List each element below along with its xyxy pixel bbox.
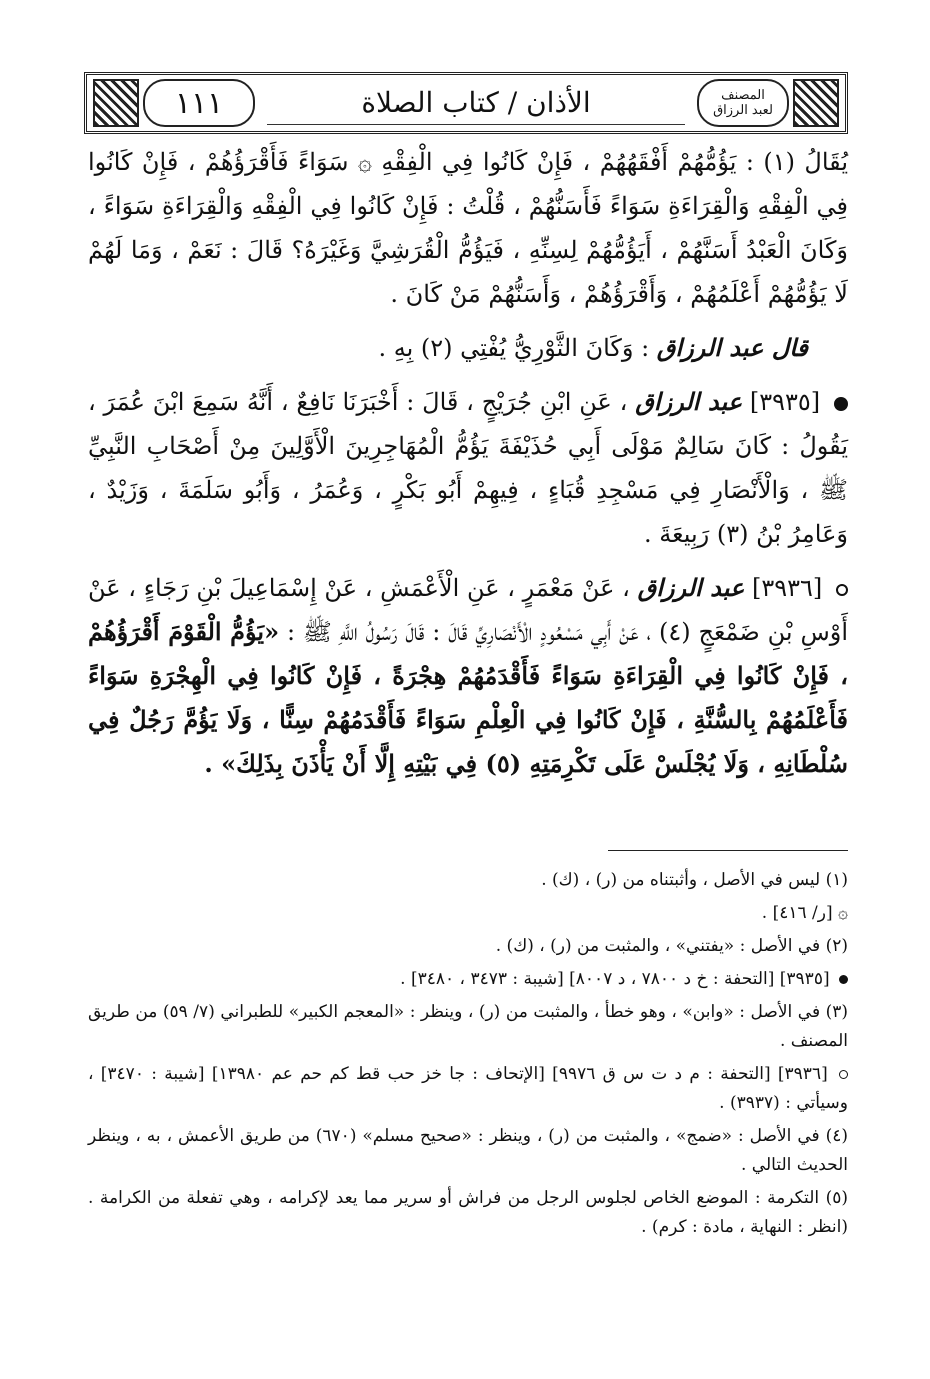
footnote-3935 — [88, 965, 848, 994]
footnote-3936-text: [٣٩٣٦] [التحفة : م د ت س ق ٩٩٧٦] [الإتحاف : جا خز حب قط كم حم عم ١٣٩٨٠] [شيبة : ٣٤٧٠] ، وسيأتي : (٣٩٣٧) . — [88, 1064, 848, 1113]
narrator-name: عبد الرزاق — [635, 387, 743, 416]
paragraph-1: يُقَالُ (١) : يَؤُمُّهُمْ أَفْقَهُهُمْ ، فَإِنْ كَانُوا فِي الْفِقْهِ ۞ سَوَاءً فَأَقْرَؤُهُمْ ، فَإِنْ كَانُوا فِي الْفِقْهِ وَالْقِرَاءَةِ سَوَاءً فَأَسَنُّهُمْ ، قُلْتُ : فَإِنْ كَانُوا فِي الْفِقْهِ وَالْقِرَاءَةِ سَوَاءً ، وَكَانَ الْعَبْدُ أَسَنَّهُمْ ، أَيَؤُمُّهُمْ لِسِنِّهِ ، فَيَؤُمُّ الْقُرَشِيَّ وَغَيْرَهُ؟ قَالَ : نَعَمْ ، وَمَا لَهُمْ لَا يَؤُمُّهُمْ أَعْلَمُهُمْ ، وَأَقْرَؤُهُمْ ، وَأَسَنُّهُمْ مَنْ كَانَ . — [88, 148, 849, 308]
footnote-3: (٣) في الأصل : «وابن» ، وهو خطأ ، والمثبت من (ر) ، وينظر : «المعجم الكبير» للطبراني (٧/ ٥٩) من طريق المصنف . — [88, 1002, 849, 1051]
narrator-name: عبد الرزاق — [637, 573, 745, 602]
filled-bullet-icon — [834, 397, 848, 411]
filled-bullet-icon — [839, 975, 848, 984]
logo-line-2: لعبد الرزاق — [713, 103, 773, 118]
header-underline — [267, 124, 685, 125]
page-header — [84, 72, 848, 134]
hollow-bullet-icon — [839, 1070, 848, 1079]
footnote-3936 — [88, 1060, 848, 1118]
footnote-2: (٢) في الأصل : «يفتني» ، والمثبت من (ر) ، (ك) . — [495, 936, 848, 956]
hadith-chain: ، عَنْ مَعْمَرٍ ، عَنِ الْأَعْمَشِ ، عَنْ إِسْمَاعِيلَ بْنِ رَجَاءٍ ، عَنْ أَوْسِ بْنِ ضَمْعَجٍ (٤) ، عَنْ أَبِي مَسْعُودٍ الْأَنْصَارِيِّ قَالَ : قَالَ رَسُولُ اللَّهِ ﷺ : — [88, 574, 848, 646]
page-number: ١١١ — [143, 79, 255, 127]
footnote-1: (١) ليس في الأصل ، وأثبتناه من (ر) ، (ك) . — [541, 870, 848, 890]
hadith-number: [٣٩٣٥] — [749, 388, 821, 416]
footnotes — [88, 866, 848, 1246]
paragraph-2-text: : وَكَانَ الثَّوْرِيُّ يُفْتِي (٢) بِهِ . — [378, 334, 650, 362]
running-title: الأذان / كتاب الصلاة — [361, 86, 591, 119]
footnote-separator — [608, 850, 848, 851]
hadith-text: ، عَنِ ابْنِ جُرَيْجٍ ، قَالَ : أَخْبَرَنَا نَافِعٌ ، أَنَّهُ سَمِعَ ابْنَ عُمَرَ ، يَقُولُ : كَانَ سَالِمٌ مَوْلَى أَبِي حُذَيْفَةَ يَؤُمُّ الْمُهَاجِرِينَ الْأَوَّلِينَ مِنْ أَصْحَابِ النَّبِيِّ ﷺ ، وَالْأَنْصَارِ فِي مَسْجِدِ قُبَاءٍ ، فِيهِمْ أَبُو بَكْرٍ ، وَعُمَرُ ، وَأَبُو سَلَمَةَ ، وَزَيْدٌ ، وَعَامِرُ بْنُ (٣) رَبِيعَةَ . — [88, 388, 848, 548]
footnote-star: ۞ [ر/ ٤١٦] . — [761, 903, 848, 923]
hadith-number: [٣٩٣٦] — [751, 574, 823, 602]
main-text — [88, 140, 848, 796]
footnote-3935-text: [٣٩٣٥] [التحفة : خ د ٧٨٠٠ ، د ٨٠٠٧] [شيبة : ٣٤٧٣ ، ٣٤٨٠] . — [400, 969, 830, 989]
paragraph-2 — [88, 326, 848, 370]
hollow-bullet-icon — [836, 584, 848, 596]
hadith-3936 — [88, 566, 848, 786]
footnote-5: (٥) التكرمة : الموضع الخاص لجلوس الرجل من فراش أو سرير مما يعد لإكرامه ، وهي تفعلة من الكرامة . (انظر : النهاية ، مادة : كرم) . — [88, 1188, 848, 1237]
hadith-matn: «يَؤُمُّ الْقَوْمَ أَقْرَؤُهُمْ ، فَإِنْ كَانُوا فِي الْقِرَاءَةِ سَوَاءً فَأَقْدَمُهُمْ هِجْرَةً ، فَإِنْ كَانُوا فِي الْهِجْرَةِ سَوَاءً فَأَعْلَمُهُمْ بِالسُّنَّةِ ، فَإِنْ كَانُوا فِي الْعِلْمِ سَوَاءً فَأَقْدَمُهُمْ سِنًّا ، وَلَا يَؤُمَّ رَجُلٌ فِي سُلْطَانِهِ ، وَلَا يُجْلَسْ عَلَى تَكْرِمَتِهِ (٥) فِي بَيْتِهِ إِلَّا أَنْ يَأْذَنَ بِذَلِكَ» . — [88, 617, 848, 778]
ornament-right — [793, 79, 839, 127]
footnote-4: (٤) في الأصل : «ضمج» ، والمثبت من (ر) ، وينظر : «صحيح مسلم» (٦٧٠) من طريق الأعمش ، به ، وينظر الحديث التالي . — [88, 1126, 848, 1175]
narrator-name: قال عبد الرزاق — [656, 333, 808, 362]
logo-line-1: المصنف — [721, 88, 765, 103]
hadith-3935 — [88, 380, 848, 556]
ornament-left — [93, 79, 139, 127]
book-logo — [697, 79, 789, 127]
